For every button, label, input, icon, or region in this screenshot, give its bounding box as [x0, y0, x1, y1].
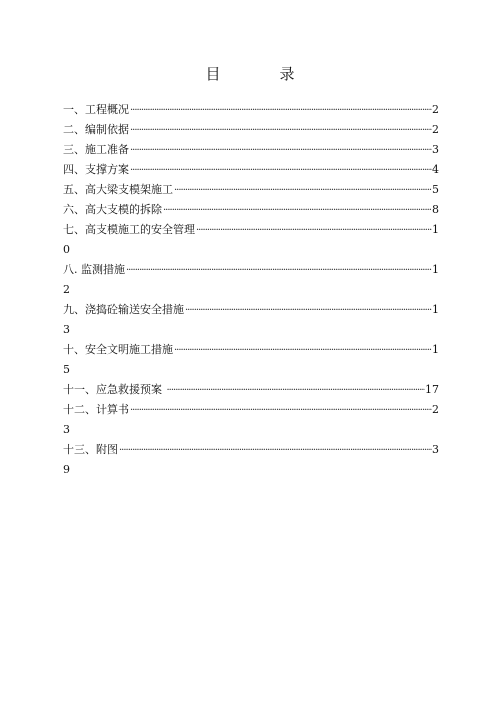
- toc-dot-leader: [129, 141, 432, 160]
- toc-entry-6[interactable]: [63, 200, 439, 220]
- toc-dot-leader: [184, 301, 432, 320]
- toc-dot-leader: [162, 201, 432, 220]
- toc-dot-leader: [118, 441, 432, 460]
- toc-entry-page: 1: [432, 263, 439, 276]
- toc-entry-page-overflow: 3: [63, 423, 70, 436]
- toc-entry-label: 三、施工准备: [63, 143, 129, 156]
- toc-entry-label: 十三、附图: [63, 443, 118, 456]
- toc-entry-label: 一、工程概况: [63, 103, 129, 116]
- toc-entry-page: 5: [432, 183, 439, 196]
- toc-entry-page-overflow: 9: [63, 463, 70, 476]
- toc-dot-leader: [129, 401, 432, 420]
- toc-entry-9[interactable]: [63, 300, 439, 340]
- toc-entry-page: 2: [432, 103, 439, 116]
- toc-entry-page: 3: [432, 443, 439, 456]
- toc-entry-page-overflow: 2: [63, 283, 70, 296]
- toc-entry-page-overflow: 3: [63, 323, 70, 336]
- toc-entry-12[interactable]: [63, 400, 439, 440]
- toc-entry-label: 二、编制依据: [63, 123, 129, 136]
- toc-entry-label: 六、高大支模的拆除: [63, 203, 162, 216]
- table-of-contents: [63, 100, 439, 480]
- toc-entry-1[interactable]: [63, 100, 439, 120]
- toc-dot-leader: [129, 101, 432, 120]
- toc-entry-4[interactable]: [63, 160, 439, 180]
- toc-entry-7[interactable]: [63, 220, 439, 260]
- toc-entry-page: 2: [432, 123, 439, 136]
- toc-entry-label: 十二、计算书: [63, 403, 129, 416]
- toc-dot-leader: [129, 161, 432, 180]
- toc-dot-leader: [173, 181, 432, 200]
- toc-entry-page: 1: [432, 343, 439, 356]
- toc-dot-leader: [125, 261, 432, 280]
- toc-entry-8[interactable]: [63, 260, 439, 300]
- toc-entry-label: 十、安全文明施工措施: [63, 343, 173, 356]
- toc-entry-3[interactable]: [63, 140, 439, 160]
- toc-entry-10[interactable]: [63, 340, 439, 380]
- toc-entry-page: 1: [432, 223, 439, 236]
- toc-entry-page: 3: [432, 143, 439, 156]
- toc-title: 目 录: [205, 65, 317, 83]
- toc-entry-label: 十一、应急救援预案: [63, 383, 166, 396]
- toc-entry-label: 八. 监测措施: [63, 263, 125, 276]
- toc-entry-page: 1: [432, 303, 439, 316]
- toc-dot-leader: [129, 121, 432, 140]
- toc-dot-leader: [195, 221, 432, 240]
- toc-entry-page: 2: [432, 403, 439, 416]
- toc-entry-13[interactable]: [63, 440, 439, 480]
- toc-entry-label: 五、高大梁支模架施工: [63, 183, 173, 196]
- toc-dot-leader: [166, 381, 426, 400]
- toc-entry-page: 4: [432, 163, 439, 176]
- toc-entry-label: 四、支撑方案: [63, 163, 129, 176]
- toc-entry-11[interactable]: [63, 380, 439, 400]
- toc-entry-label: 九、浇捣砼输送安全措施: [63, 303, 184, 316]
- toc-dot-leader: [173, 341, 432, 360]
- toc-entry-5[interactable]: [63, 180, 439, 200]
- toc-entry-page-overflow: 5: [63, 363, 70, 376]
- toc-entry-label: 七、高支模施工的安全管理: [63, 223, 195, 236]
- toc-entry-page: 8: [432, 203, 439, 216]
- toc-entry-page: 17: [425, 383, 439, 396]
- toc-entry-2[interactable]: [63, 120, 439, 140]
- toc-entry-page-overflow: 0: [63, 243, 70, 256]
